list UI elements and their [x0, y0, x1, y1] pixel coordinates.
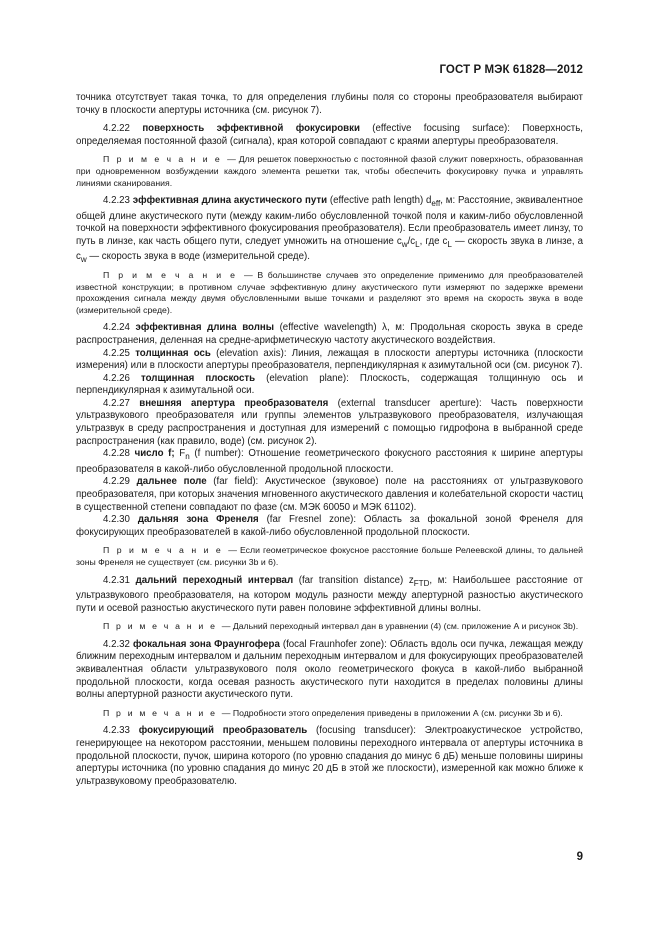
note-label: П р и м е ч а н и е: [103, 707, 222, 718]
defined-term: дальний переходный интервал: [135, 574, 294, 586]
note-4-2-22: [76, 154, 583, 189]
definition-text: (focal Fraunhofer zone): Область вдоль оси пучка, лежащая между ближним переходным интервалом и дальним переходным интервалом и для фокусирующих преобразователей эквивалентная области ультразвукового поля около геометрического фокуса в какой-либо выбранной продольной плоскости, когда осевая разность акустического пути находится в пределах половины длины волны апертурной разности акустического пути.: [76, 638, 583, 701]
note-label: П р и м е ч а н и е: [103, 269, 245, 280]
clause-number: 4.2.30: [103, 514, 138, 526]
definition-4-2-31: [76, 575, 583, 616]
definition-4-2-33: [76, 725, 583, 788]
note-4-2-23: [76, 270, 583, 316]
intro-paragraph: точника отсутствует такая точка, то для определения глубины поля со стороны преобразователя выбирают точку в плоскости апертуры источника (см. рисунок 7).: [76, 92, 583, 116]
note-4-2-31: [76, 621, 583, 633]
definition-text: (effective wavelength) λ, м: Продольная скорость звука в среде распространения, деленная на средне-арифметическую частоту акустического воздействия.: [76, 322, 583, 346]
definition-text: (effective path length) $d_{eff}$, м: Расстояние, эквивалентное общей длине акустического пути (между каким-либо обусловленной точкой поля и каким-либо обусловленной точкой на поверхности эффективного фокусирования преобразователя). Если преобразователь имеет линзу, то путь в линзе, как часть общего пути, следует умножить на отношение $c_w/c_L$, где $c_L$ — скорость звука в линзе, а $c_w$ — скорость звука в воде (измерительной среде).: [76, 195, 584, 265]
defined-term: фокальная зона Фраунгофера: [132, 638, 280, 650]
defined-term: эффективная длина акустического пути: [132, 195, 328, 207]
note-text: — Если геометрическое фокусное расстояние больше Релеевской длины, то дальней зоны Френеля не существует (см. рисунки 3b и 6).: [76, 545, 583, 567]
definition-text: (far Fresnel zone): Область за фокальной зоной Френеля для фокусирующих преобразователей в какой-либо обусловленной продольной плоскости.: [76, 514, 583, 538]
definition-text: (effective focusing surface): Поверхность, определяемая постоянной фазой (сигнала), края которой совпадают с краями апертуры преобразователя.: [76, 123, 583, 147]
defined-term: фокусирующий преобразователь: [138, 725, 308, 737]
clause-number: 4.2.23: [103, 195, 133, 207]
page-number: 9: [576, 851, 583, 863]
note-text: — В большинстве случаев это определение применимо для преобразователей известной конструкции; в противном случае эффективную длину акустического пути измеряют по задержке времени прохождения сигнала между двумя обусловленными выше точками и разделяют это время на скорость звука в воде (измерительной среде).: [76, 269, 583, 315]
defined-term: поверхность эффективной фокусировки: [142, 123, 360, 135]
standard-header: ГОСТ Р МЭК 61828—2012: [439, 64, 583, 76]
definition-4-2-29: [76, 476, 583, 514]
definition-4-2-22: [76, 123, 583, 148]
definition-4-2-25: [76, 348, 583, 373]
definition-4-2-23: [76, 195, 583, 267]
definition-text: $F_n$ (f number): Отношение геометрического фокусного расстояния к ширине апертуры преобразователя в какой-либо обусловленной продольной плоскости.: [76, 448, 583, 475]
note-4-2-32: [76, 708, 583, 720]
definition-text: (elevation plane): Плоскость, содержащая толщинную ось и перпендикулярная к азимутальной оси.: [76, 372, 583, 397]
definition-text: (focusing transducer): Электроакустическое устройство, генерирующее на некотором расстоянии, меньшем половины переходного интервала от апертуры источника в продольной плоскости, пучок, ширина которого (по уровню спадания до минус 6 дБ) меньше половины ширины апертуры источника (по уровню спадания до минус 20 дБ в этой же плоскости), измеренной как можно ближе к ультразвуковому преобразователю.: [76, 725, 583, 787]
clause-number: 4.2.28: [103, 448, 135, 460]
clause-number: 4.2.22: [103, 123, 143, 135]
clause-number: 4.2.27: [103, 397, 140, 409]
definition-4-2-28: [76, 448, 583, 476]
definition-4-2-32: [76, 639, 583, 702]
definition-4-2-30: [76, 514, 583, 539]
definition-text: (far field): Акустическое (звуковое) поле на расстояниях от ультразвукового преобразователя, при которых значения мгновенного акустического давления и колебательной скорости частиц в существенной степени совпадают по фазе (см. МЭК 60050 и МЭК 61102).: [76, 476, 583, 513]
defined-term: внешняя апертура преобразователя: [139, 397, 329, 409]
definition-4-2-27: [76, 398, 583, 448]
clause-number: 4.2.29: [103, 476, 137, 488]
defined-term: эффективная длина волны: [135, 322, 274, 334]
clause-number: 4.2.24: [103, 322, 136, 334]
note-text: — Дальний переходный интервал дан в уравнении (4) (см. приложение А и рисунок 3b).: [221, 621, 579, 632]
defined-term: толщинная плоскость: [141, 372, 256, 384]
note-text: — Для решеток поверхностью с постоянной фазой служит поверхность, образованная при одновременном возбуждении каждого элемента решетки так, чтобы обеспечить фокусировку пучка и управлять линиями сканирования.: [76, 154, 583, 188]
clause-number: 4.2.31: [103, 574, 136, 586]
defined-term: дальнее поле: [136, 476, 207, 488]
definition-4-2-26: [76, 373, 583, 398]
note-4-2-30: [76, 545, 583, 568]
clause-number: 4.2.33: [103, 725, 139, 737]
definition-4-2-24: [76, 322, 583, 347]
clause-number: 4.2.25: [103, 347, 136, 359]
defined-term: толщинная ось: [135, 347, 211, 359]
definition-text: (external transducer aperture): Часть поверхности ультразвукового преобразователя или группы элементов ультразвукового преобразователя, излучающая ультразвук в среду распространения и доступная для измерений с помощью гидрофона в выбранной среде распространения (как правило, воде) (см. рисунок 2).: [76, 397, 583, 447]
definition-text: (far transition distance) $z_{FTD}$, м: Наибольшее расстояние от ультразвукового преобразователя, на котором модуль разности между апертурной разностью акустического пути и осевой разностью акустического пути равен половине эффективной длины волны.: [76, 574, 583, 614]
defined-term: дальняя зона Френеля: [137, 514, 259, 526]
note-label: П р и м е ч а н и е: [103, 545, 229, 556]
note-label: П р и м е ч а н и е: [103, 154, 228, 165]
defined-term: число f;: [134, 448, 175, 460]
clause-number: 4.2.26: [103, 372, 142, 384]
clause-number: 4.2.32: [103, 638, 133, 650]
note-text: — Подробности этого определения приведены в приложении А (см. рисунки 3b и 6).: [221, 707, 563, 718]
definition-text: (elevation axis): Линия, лежащая в плоскости апертуры источника (плоскости измерения) или в плоскости апертуры преобразователя, перпендикулярная к азимутальной оси (см. рисунок 7).: [76, 347, 583, 372]
note-label: П р и м е ч а н и е: [103, 621, 222, 632]
document-body: [76, 92, 583, 788]
